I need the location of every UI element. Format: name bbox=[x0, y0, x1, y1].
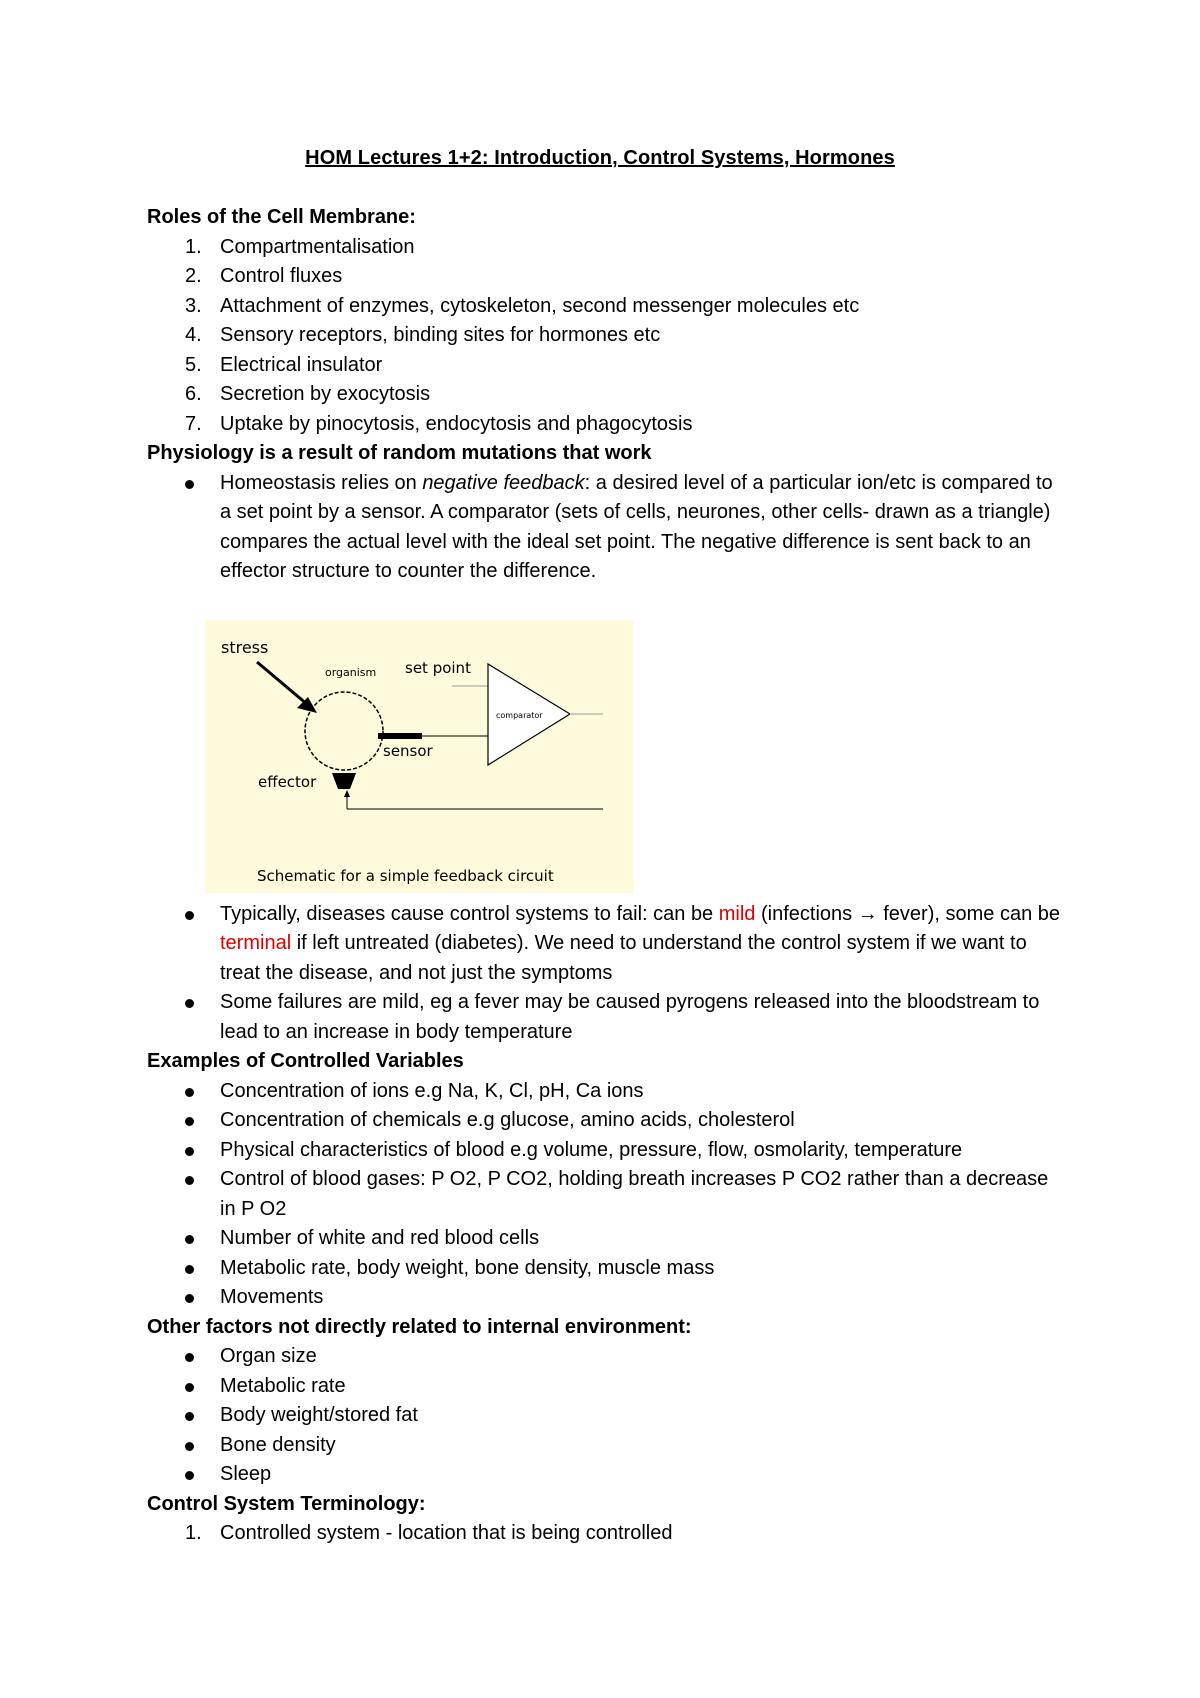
bullet-icon bbox=[185, 1235, 194, 1244]
terminology-list bbox=[147, 1519, 1067, 1549]
feedback-arrowhead-icon bbox=[344, 790, 350, 797]
effector-label: effector bbox=[258, 772, 317, 791]
list-item: Physical characteristics of blood e.g volume, pressure, flow, osmolarity, temperature bbox=[147, 1136, 1067, 1166]
set-point-label: set point bbox=[405, 658, 471, 677]
list-item: Sleep bbox=[147, 1460, 1067, 1490]
list-item: Some failures are mild, eg a fever may be caused pyrogens released into the bloodstream to lead to an increase in body temperature bbox=[147, 988, 1067, 1047]
bullet-icon bbox=[185, 911, 194, 920]
bullet-icon bbox=[185, 1265, 194, 1274]
list-item: Bone density bbox=[147, 1431, 1067, 1461]
document-body bbox=[147, 203, 1067, 1549]
list-item: Number of white and red blood cells bbox=[147, 1224, 1067, 1254]
list-item: Homeostasis relies on negative feedback: a desired level of a particular ion/etc is compared to a set point by a sensor. A comparator (sets of cells, neurones, other cells- drawn as a triangle) compares the actual level with the ideal set point. The negative difference is sent back to an effector structure to counter the difference. bbox=[147, 469, 1067, 587]
bullet-icon bbox=[185, 1176, 194, 1185]
disease-list bbox=[147, 900, 1067, 1048]
list-item: 2. Control fluxes bbox=[185, 265, 343, 287]
stress-label: stress bbox=[221, 637, 269, 657]
bullet-icon bbox=[185, 1147, 194, 1156]
heading-cell-membrane: Roles of the Cell Membrane: bbox=[147, 206, 416, 228]
sensor-bar bbox=[378, 733, 422, 739]
feedback-circuit-figure bbox=[205, 620, 633, 893]
list-item: 3. Attachment of enzymes, cytoskeleton, second messenger molecules etc bbox=[185, 294, 860, 317]
effector-shape bbox=[332, 773, 356, 789]
bullet-icon bbox=[185, 1471, 194, 1480]
other-factors-list bbox=[147, 1342, 1067, 1490]
organism-circle bbox=[305, 692, 383, 770]
list-item: Metabolic rate bbox=[147, 1372, 1067, 1402]
list-item: Control of blood gases: P O2, P CO2, holding breath increases P CO2 rather than a decrease in P O2 bbox=[147, 1165, 1067, 1224]
heading-terminology: Control System Terminology: bbox=[147, 1492, 426, 1515]
list-item: Metabolic rate, body weight, bone density, muscle mass bbox=[147, 1254, 1067, 1284]
controlled-variables-list bbox=[147, 1077, 1067, 1313]
bullet-icon bbox=[185, 1117, 194, 1126]
bullet-icon bbox=[185, 999, 194, 1008]
bullet-icon bbox=[185, 1442, 194, 1451]
list-item: Concentration of chemicals e.g glucose, amino acids, cholesterol bbox=[147, 1106, 1067, 1136]
bullet-icon bbox=[185, 480, 194, 489]
bullet-icon bbox=[185, 1088, 194, 1097]
figure-container bbox=[147, 587, 1067, 900]
list-item: Typically, diseases cause control systems to fail: can be mild (infections → fever), some can be terminal if left untreated (diabetes). We need to understand the control system if we want to treat the disease, and not just the symptoms bbox=[147, 900, 1067, 989]
list-item: Body weight/stored fat bbox=[147, 1401, 1067, 1431]
list-item: 1. Controlled system - location that is being controlled bbox=[185, 1522, 673, 1544]
heading-other-factors: Other factors not directly related to internal environment: bbox=[147, 1315, 692, 1338]
bullet-icon bbox=[185, 1294, 194, 1303]
physiology-list bbox=[147, 469, 1067, 587]
organism-label: organism bbox=[325, 665, 377, 679]
list-item: 5. Electrical insulator bbox=[185, 353, 383, 376]
page-title: HOM Lectures 1+2: Introduction, Control Systems, Hormones bbox=[305, 147, 895, 169]
list-item: 6. Secretion by exocytosis bbox=[185, 383, 431, 405]
list-item: 7. Uptake by pinocytosis, endocytosis and phagocytosis bbox=[185, 412, 693, 435]
list-item: 4. Sensory receptors, binding sites for hormones etc bbox=[185, 324, 661, 346]
sensor-label: sensor bbox=[383, 741, 433, 760]
feedback-circuit-diagram bbox=[205, 620, 633, 893]
list-item: Concentration of ions e.g Na, K, Cl, pH, Ca ions bbox=[147, 1077, 1067, 1107]
list-item: 1. Compartmentalisation bbox=[185, 235, 415, 258]
list-item: Organ size bbox=[147, 1342, 1067, 1372]
comparator-label: comparator bbox=[496, 710, 543, 720]
list-item: Movements bbox=[147, 1283, 1067, 1313]
cell-membrane-list bbox=[147, 233, 1067, 440]
bullet-icon bbox=[185, 1353, 194, 1362]
heading-physiology: Physiology is a result of random mutations that work bbox=[147, 442, 652, 464]
heading-controlled-variables: Examples of Controlled Variables bbox=[147, 1050, 464, 1072]
bullet-icon bbox=[185, 1383, 194, 1392]
figure-caption: Schematic for a simple feedback circuit bbox=[257, 866, 554, 885]
stress-arrow bbox=[257, 662, 308, 705]
bullet-icon bbox=[185, 1412, 194, 1421]
